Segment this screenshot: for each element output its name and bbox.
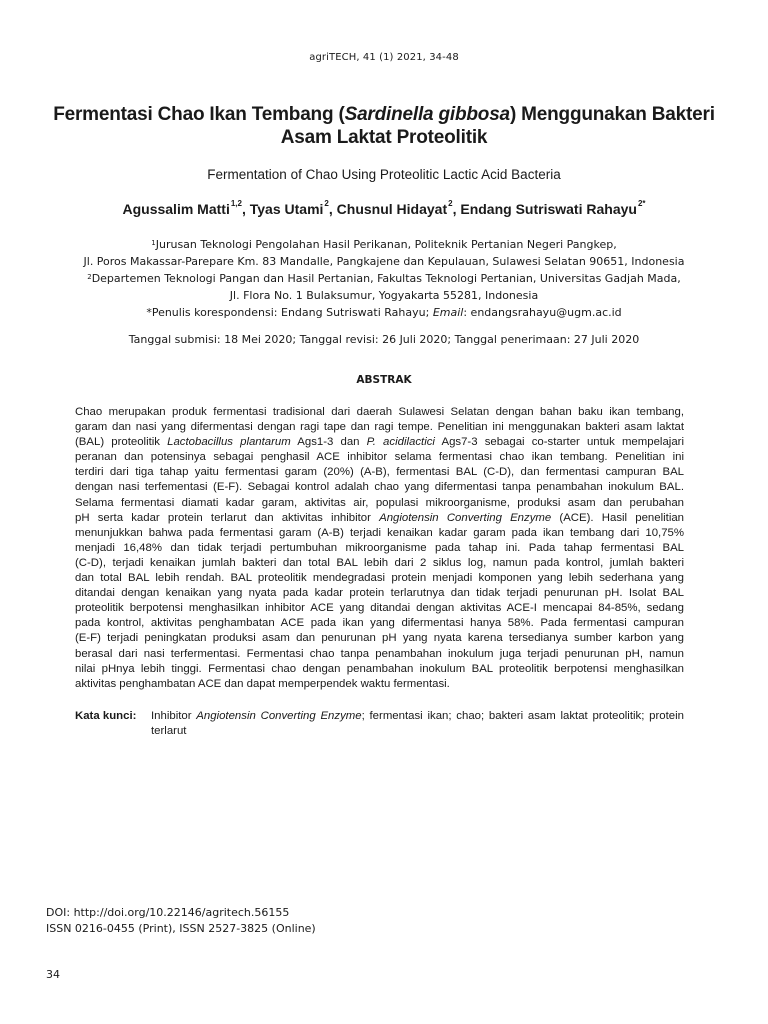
- abstract-text: Selama fermentasi diamati kadar garam, aktivitas air, populasi mikroorganisme, produksi asam dan perubahan: [75, 496, 684, 509]
- abstract-text: peranan dan potensinya sebagai penghasil ACE inhibitor selama fermentasi chao ikan tembang. Penelitian ini: [75, 451, 684, 464]
- abstract-body: [75, 405, 684, 692]
- author-name: Tyas Utami: [249, 201, 324, 217]
- author-affiliation-mark: 2: [448, 199, 453, 208]
- abstract-line: [75, 405, 684, 420]
- abstract-text: (BAL) proteolitik: [75, 436, 168, 449]
- abstract-text: dan total BAL lebih rendah. BAL proteolitik mendegradasi protein menjadi komponen yang lebih sederhana yang: [75, 572, 684, 585]
- author-affiliation-mark: 2*: [637, 199, 646, 208]
- abstract-text: Ags1-3 dan: [290, 436, 367, 449]
- email-label: Email: [432, 306, 464, 319]
- correspondence-email: : endangsrahayu@ugm.ac.id: [463, 306, 622, 319]
- author-affiliation-mark: 2: [324, 199, 329, 208]
- affiliation-text: Departemen Teknologi Pangan dan Hasil Pertanian, Fakultas Teknologi Pertanian, Universitas Gadjah Mada,: [91, 272, 681, 285]
- keywords-label-text: Kata kunci: [75, 710, 133, 722]
- abstract-line: [75, 586, 684, 601]
- keywords-label-colon: :: [132, 710, 137, 722]
- author-name: Chusnul Hidayat: [336, 201, 448, 217]
- keyword-prefix: Inhibitor: [151, 710, 197, 722]
- submission-dates: Tanggal submisi: 18 Mei 2020; Tanggal revisi: 26 Juli 2020; Tanggal penerimaan: 27 Juli 2020: [128, 333, 640, 346]
- author-separator: ,: [452, 201, 461, 217]
- affiliation-number: 2: [87, 273, 92, 281]
- abstract-text: terdiri dari tiga tahap yaitu fermentasi garam (20%) (A-B), fermentasi BAL (C-D), dan fermentasi campuran BAL: [75, 466, 684, 479]
- affiliation-line: Jl. Flora No. 1 Bulaksumur, Yogyakarta 55281, Indonesia: [229, 289, 539, 302]
- abstract-text: berasal dari nasi terfermentasi. Fermentasi chao tanpa penambahan inokulum juga terjadi penurunan pH, namun: [75, 647, 684, 660]
- abstract-line: [75, 450, 684, 465]
- abstract-line: [75, 616, 684, 631]
- abstract-text: dengan nasi terfementasi (E-F). Sebagai kontrol adalah chao yang difermentasi tanpa penambahan inokulum BAL.: [75, 481, 684, 494]
- abstract-line: [75, 526, 684, 541]
- keywords-text: [151, 709, 684, 739]
- abstract-italic-term: P. acidilactici: [366, 436, 435, 449]
- abstract-text: ditandai dengan kenaikan yang nyata pada kadar protein terlarutnya dan tidak terjadi penurunan pH. Isolat BAL: [75, 587, 684, 600]
- abstract-line: [75, 662, 684, 677]
- keywords-label: [75, 709, 136, 724]
- abstract-line: [75, 435, 684, 450]
- correspondence-author: *Penulis korespondensi: Endang Sutriswati Rahayu;: [146, 306, 433, 319]
- abstract-text: (E-F) terjadi peningkatan produksi asam dan penurunan pH yang nyata karena tersedianya sumber karbon yang: [75, 632, 684, 645]
- abstract-text: pada kontrol, aktivitas penghambatan ACE pada ikan yang difermentasi hanya 58%. Pada fermentasi campuran: [75, 617, 684, 630]
- affiliation-text: Jurusan Teknologi Pengolahan Hasil Perikanan, Politeknik Pertanian Negeri Pangkep,: [155, 238, 617, 251]
- abstract-line: [75, 480, 684, 495]
- abstract-text: Ags7-3 sebagai co-starter untuk mempelajari: [434, 436, 684, 449]
- abstract-italic-term: Lactobacillus plantarum: [167, 436, 291, 449]
- abstract-text: menunjukkan bahwa pada fermentasi garam (A-B) terjadi kenaikan kadar garam pada ikan tembang dari 10,75%: [75, 526, 684, 539]
- abstract-text: aktivitas penghambatan ACE dan dapat memperpendek waktu fermentasi.: [75, 677, 450, 690]
- title-part-1: Fermentasi Chao Ikan Tembang (: [53, 104, 345, 125]
- abstract-line: [75, 496, 684, 511]
- abstract-line: [75, 571, 684, 586]
- issn-text: ISSN 0216-0455 (Print), ISSN 2527-3825 (Online): [46, 922, 316, 935]
- keywords: [75, 709, 684, 739]
- abstract-line: [75, 541, 684, 556]
- abstract-line: [75, 511, 684, 526]
- footer-identifiers: [46, 905, 316, 937]
- title-part-2: ) Menggunakan Bakteri Asam Laktat Proteolitik: [280, 104, 715, 148]
- abstract-line: [75, 647, 684, 662]
- abstract-text: Chao merupakan produk fermentasi tradisional dari daerah Sulawesi Selatan dengan bahan baku ikan tembang,: [75, 406, 684, 418]
- abstract-line: [75, 420, 684, 435]
- author-separator: ,: [241, 201, 250, 217]
- journal-reference: agriTECH, 41 (1) 2021, 34-48: [309, 52, 459, 63]
- abstract-text: (C-D), terjadi kenaikan jumlah bakteri dan total BAL lebih dari 2 siklus log, namun pada kontrol, jumlah bakteri: [75, 556, 684, 569]
- paper-title: [40, 103, 728, 149]
- english-title: Fermentation of Chao Using Proteolitic Lactic Acid Bacteria: [207, 167, 561, 182]
- title-species: Sardinella gibbosa: [344, 104, 510, 125]
- author-name: Endang Sutriswati Rahayu: [460, 201, 637, 217]
- abstract-text: pH serta kadar protein terlarut dan aktivitas inhibitor: [75, 511, 380, 524]
- affiliation-number: 1: [151, 239, 156, 247]
- keyword-italic: Angiotensin Converting Enzyme: [196, 710, 362, 722]
- abstract-text: (ACE). Hasil penelitian: [551, 511, 685, 524]
- author-separator: ,: [328, 201, 337, 217]
- doi-link[interactable]: DOI: http://doi.org/10.22146/agritech.56155: [46, 906, 290, 919]
- abstract-line: [75, 556, 684, 571]
- abstract-italic-term: Angiotensin Converting Enzyme: [379, 511, 552, 524]
- abstract-line: [75, 601, 684, 616]
- correspondence-line: [40, 304, 728, 321]
- abstract-line: [75, 631, 684, 646]
- affiliation-line: [40, 270, 728, 287]
- abstract-text: nilai pHnya lebih tinggi. Fermentasi chao dengan penambahan inokulum BAL proteolitik berpotensi menghasilkan: [75, 662, 684, 675]
- abstract-text: garam dan nasi yang difermentasi dengan ragi tape dan ragi tempe. Penelitian ini menggunakan bakteri asam laktat: [75, 421, 684, 434]
- abstract-text: proteolitik berpotensi menghasilkan inhibitor ACE yang ditandai dengan aktivitas ACE-I mencapai 84-85%, sedang: [75, 602, 684, 615]
- affiliation-line: [40, 236, 728, 253]
- abstract-text: menjadi 16,48% dan tidak terjadi pertumbuhan mikroorganisme pada tahap ini. Pada tahap fermentasi BAL: [75, 541, 684, 554]
- abstract-line: [75, 677, 684, 692]
- affiliations: [40, 236, 728, 321]
- page-number: 34: [46, 968, 60, 981]
- abstract-line: [75, 465, 684, 480]
- abstract-heading: ABSTRAK: [356, 374, 412, 386]
- author-name: Agussalim Matti: [122, 201, 230, 217]
- author-affiliation-mark: 1,2: [230, 199, 242, 208]
- affiliation-line: Jl. Poros Makassar-Parepare Km. 83 Mandalle, Pangkajene dan Kepulauan, Sulawesi Selatan 90651, Indonesia: [83, 255, 685, 268]
- author-list: [0, 201, 768, 217]
- keyword-rest: ; fermentasi ikan; chao; bakteri asam laktat proteolitik; protein terlarut: [151, 710, 684, 737]
